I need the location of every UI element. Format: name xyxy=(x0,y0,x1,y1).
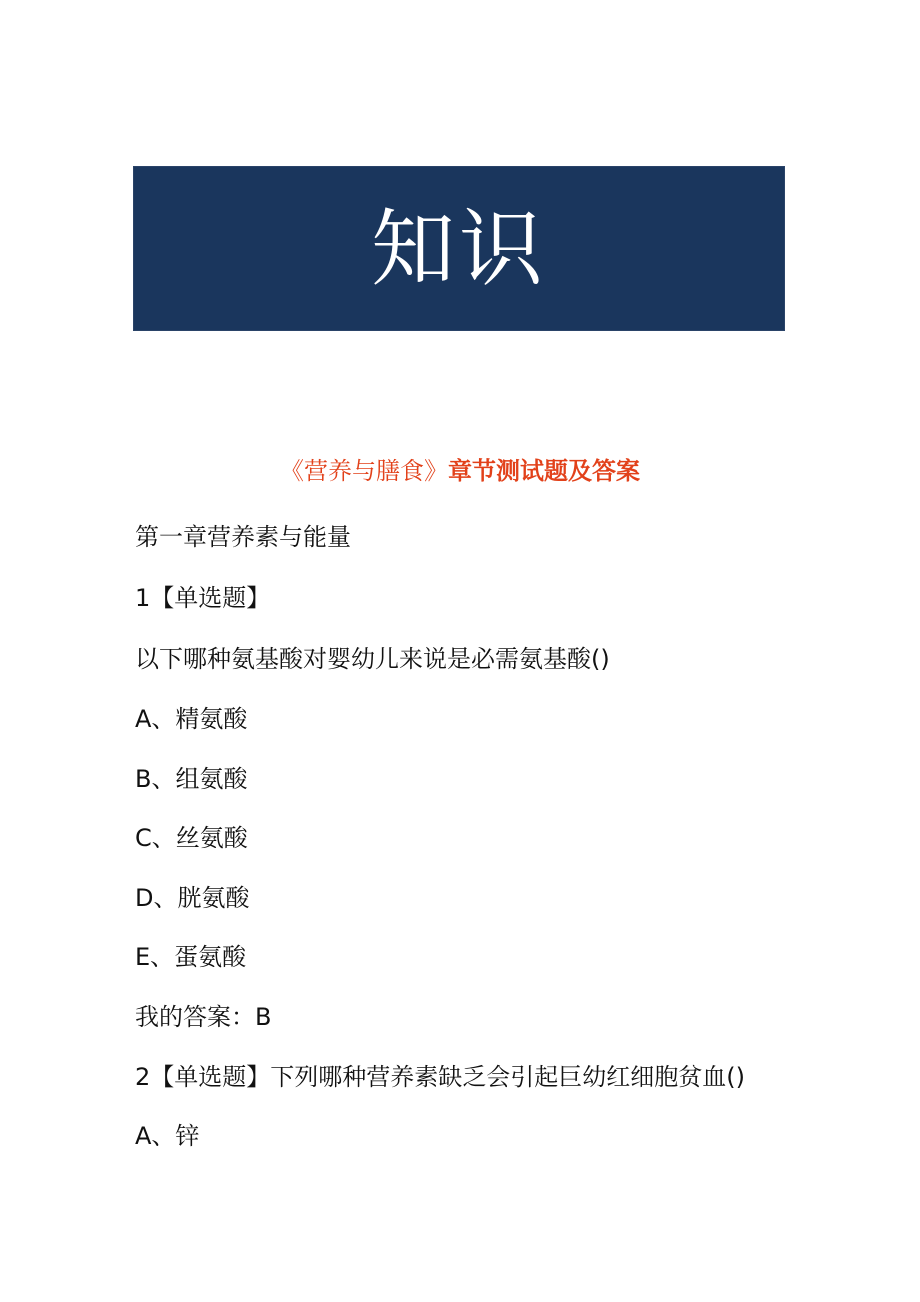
question-1-option-a: A、精氨酸 xyxy=(135,705,248,733)
chapter-heading: 第一章营养素与能量 xyxy=(135,523,351,551)
question-1-option-b: B、组氨酸 xyxy=(135,765,248,793)
cover-banner xyxy=(133,166,785,331)
question-1-stem: 以下哪种氨基酸对婴幼儿来说是必需氨基酸() xyxy=(135,645,610,673)
question-1-option-c: C、丝氨酸 xyxy=(135,824,248,852)
question-1-option-d: D、胱氨酸 xyxy=(135,884,250,912)
question-2-header: 2【单选题】下列哪种营养素缺乏会引起巨幼红细胞贫血() xyxy=(135,1063,745,1091)
question-1-option-e: E、蛋氨酸 xyxy=(135,943,247,971)
title-rest: 章节测试题及答案 xyxy=(448,457,640,485)
document-title xyxy=(0,453,920,489)
question-2-option-a: A、锌 xyxy=(135,1122,200,1150)
question-1-label: 1【单选题】 xyxy=(135,584,271,612)
banner-title: 知识 xyxy=(370,199,547,298)
question-1-answer: 我的答案：B xyxy=(135,1003,272,1031)
book-name: 《营养与膳食》 xyxy=(280,457,448,485)
